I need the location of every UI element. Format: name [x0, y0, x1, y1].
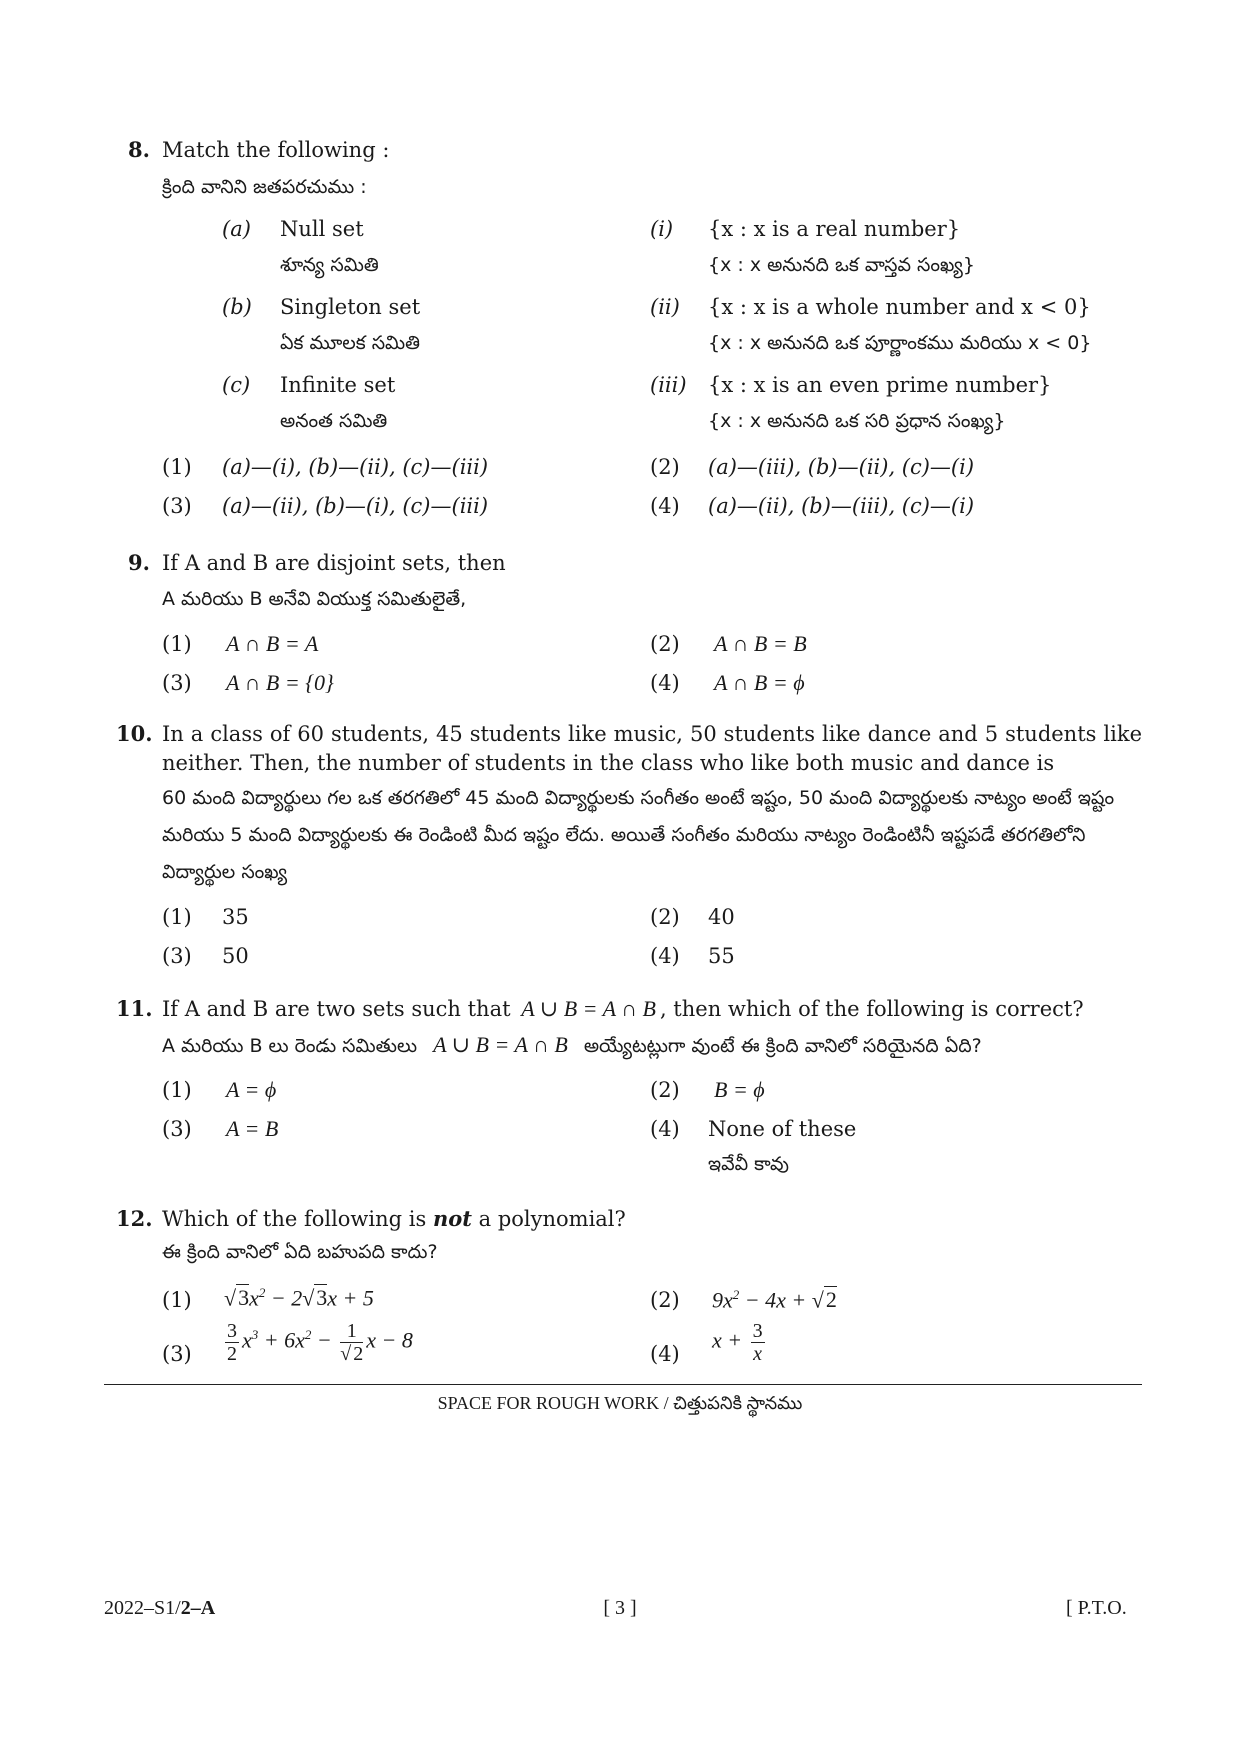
q8-left-b-te: ఏక మూలక సమితి — [280, 332, 420, 354]
q8-option-2-label[interactable]: (2) — [650, 455, 680, 479]
q11-text-te-b: అయ్యేటట్లుగా వుంటే ఈ క్రింది వానిలో సరియైనది ఏది? — [583, 1035, 982, 1057]
rough-work-divider — [104, 1384, 1142, 1385]
q8-option-4-text[interactable]: (a)—(ii), (b)—(iii), (c)—(i) — [708, 494, 975, 518]
q8-option-1-text[interactable]: (a)—(i), (b)—(ii), (c)—(iii) — [222, 455, 489, 479]
q11-text-en — [162, 995, 1084, 1023]
q8-left-c-label: (c) — [222, 373, 251, 397]
q10-option-1-text[interactable]: 35 — [222, 905, 249, 929]
q8-left-a-te: శూన్య సమితి — [280, 254, 379, 276]
q8-text-te: క్రింది వానిని జతపరచుము : — [162, 176, 367, 198]
q8-option-2-text[interactable]: (a)—(iii), (b)—(ii), (c)—(i) — [708, 455, 975, 479]
q8-right-iii-en: {x : x is an even prime number} — [708, 373, 1052, 397]
q12-option-4-expr[interactable]: x + $\frac{3}{x}$ — [712, 1320, 763, 1365]
q9-option-3-text[interactable]: A ∩ B = {0} — [226, 670, 334, 695]
q8-left-a-label: (a) — [222, 217, 251, 241]
q8-option-3-label[interactable]: (3) — [162, 494, 192, 518]
q9-option-4-label[interactable]: (4) — [650, 671, 680, 695]
q11-text-te-a: A మరియు B లు రెండు సమితులు — [162, 1035, 418, 1057]
q11-option-1-label[interactable]: (1) — [162, 1078, 192, 1102]
q12-option-1-label[interactable]: (1) — [162, 1288, 192, 1312]
paper-code: 2022–S1/2–A — [104, 1597, 216, 1619]
q8-text-en: Match the following : — [162, 138, 390, 162]
q9-text-te: A మరియు B అనేవి వియుక్త సమితులైతే, — [162, 588, 467, 610]
q8-right-i-en: {x : x is a real number} — [708, 217, 961, 241]
q8-left-c-te: అనంత సమితి — [280, 410, 388, 432]
q11-option-4-label[interactable]: (4) — [650, 1117, 680, 1141]
q8-left-b-label: (b) — [222, 295, 252, 319]
q12-text-en-not: not — [432, 1206, 472, 1231]
q10-option-1-label[interactable]: (1) — [162, 905, 192, 929]
q8-right-ii-te: {x : x అనునది ఒక పూర్ణాంకము మరియు x < 0} — [708, 332, 1092, 354]
q11-text-en-a: If A and B are two sets such that — [162, 997, 511, 1021]
q12-option-2-expr[interactable]: $9x^2 - 4x + √2$ — [712, 1287, 837, 1313]
q9-option-3-label[interactable]: (3) — [162, 671, 192, 695]
q11-option-3-text[interactable]: A = B — [226, 1116, 279, 1141]
q10-option-4-text[interactable]: 55 — [708, 944, 735, 968]
q12-option-3-label[interactable]: (3) — [162, 1342, 192, 1366]
q9-option-2-label[interactable]: (2) — [650, 632, 680, 656]
q8-right-iii-label: (iii) — [650, 373, 687, 397]
q9-option-1-text[interactable]: A ∩ B = A — [226, 631, 319, 656]
q12-text-te: ఈ క్రింది వానిలో ఏది బహుపది కాదు? — [162, 1241, 438, 1263]
q11-expr-en: A ∪ B = A ∩ B — [521, 996, 656, 1021]
q9-option-2-text[interactable]: A ∩ B = B — [714, 631, 807, 656]
q10-text-en: In a class of 60 students, 45 students like music, 50 students like dance and 5 students like neither. Then, the number of students in the class who like both music and dance is — [162, 722, 1142, 775]
q12-text-en-b: a polynomial? — [478, 1207, 626, 1231]
pto-label: [ P.T.O. — [1066, 1597, 1127, 1619]
q12-option-4-label[interactable]: (4) — [650, 1342, 680, 1366]
q9-option-1-label[interactable]: (1) — [162, 632, 192, 656]
q8-right-ii-en: {x : x is a whole number and x < 0} — [708, 295, 1091, 319]
q9-text-en: If A and B are disjoint sets, then — [162, 551, 506, 575]
q10-option-3-label[interactable]: (3) — [162, 944, 192, 968]
q12-option-3-expr[interactable]: $\frac{3}{2}$ $x^3 + 6x^2$ − $\frac{1}{√ 2}$ x − 8 — [227, 1320, 413, 1365]
q8-right-i-label: (i) — [650, 217, 674, 241]
q8-right-i-te: {x : x అనునది ఒక వాస్తవ సంఖ్య} — [708, 254, 975, 276]
q11-text-te — [162, 1032, 982, 1062]
q11-number: 11. — [116, 996, 153, 1021]
q8-option-3-text[interactable]: (a)—(ii), (b)—(i), (c)—(iii) — [222, 494, 489, 518]
q11-option-1-text[interactable]: A = ϕ — [226, 1077, 277, 1102]
frac-3-x: $\frac{3}{x}$ — [752, 1320, 763, 1365]
q10-option-4-label[interactable]: (4) — [650, 944, 680, 968]
q8-left-b-en: Singleton set — [280, 295, 421, 319]
q11-option-2-text[interactable]: B = ϕ — [714, 1077, 765, 1102]
q10-option-2-label[interactable]: (2) — [650, 905, 680, 929]
q12-option-1-expr[interactable]: $√3x^2 - 2√3x + 5$ — [224, 1285, 374, 1311]
q8-option-4-label[interactable]: (4) — [650, 494, 680, 518]
q8-left-c-en: Infinite set — [280, 373, 396, 397]
page-number: [ 3 ] — [603, 1597, 637, 1619]
q10-option-2-text[interactable]: 40 — [708, 905, 735, 929]
q10-option-3-text[interactable]: 50 — [222, 944, 249, 968]
q12-number: 12. — [116, 1206, 153, 1231]
q8-option-1-label[interactable]: (1) — [162, 455, 192, 479]
q11-expr-te: A ∪ B = A ∩ B — [433, 1032, 568, 1057]
q11-option-4-text[interactable]: None of these — [708, 1117, 857, 1141]
q12-option-2-label[interactable]: (2) — [650, 1288, 680, 1312]
q8-left-a-en: Null set — [280, 217, 364, 241]
q9-number: 9. — [128, 550, 150, 575]
rough-work-label: SPACE FOR ROUGH WORK / చిత్తుపనికి స్థానము — [437, 1393, 803, 1413]
q12-text-en — [162, 1205, 626, 1233]
frac-1-sqrt2: $\frac{1}{√ 2}$ — [340, 1320, 364, 1365]
q9-option-4-text[interactable]: A ∩ B = ϕ — [714, 670, 805, 695]
q11-option-3-label[interactable]: (3) — [162, 1117, 192, 1141]
q8-number: 8. — [128, 137, 150, 162]
q8-right-ii-label: (ii) — [650, 295, 680, 319]
q10-text-te: 60 మంది విద్యార్థులు గల ఒక తరగతిలో 45 మంది విద్యార్థులకు సంగీతం అంటే ఇష్టం, 50 మంది విద్యార్థులకు నాట్యం అంటే ఇష్టం మరియు 5 మంది విద్యార్థులకు ఈ రెండింటి మీద ఇష్టం లేదు. అయితే సంగీతం మరియు నాట్యం రెండింటినీ ఇష్టపడే తరగతిలోని విద్యార్థుల సంఖ్య — [162, 787, 1115, 883]
frac-3-2: $\frac{3}{2}$ — [227, 1320, 237, 1365]
q11-text-en-b: , then which of the following is correct? — [659, 997, 1084, 1021]
q11-option-2-label[interactable]: (2) — [650, 1078, 680, 1102]
q8-right-iii-te: {x : x అనునది ఒక సరి ప్రధాన సంఖ్య} — [708, 410, 1006, 432]
q10-number: 10. — [116, 721, 153, 746]
q11-option-4-text-te[interactable]: ఇవేవీ కావు — [708, 1153, 789, 1175]
q12-text-en-a: Which of the following is — [162, 1207, 427, 1231]
